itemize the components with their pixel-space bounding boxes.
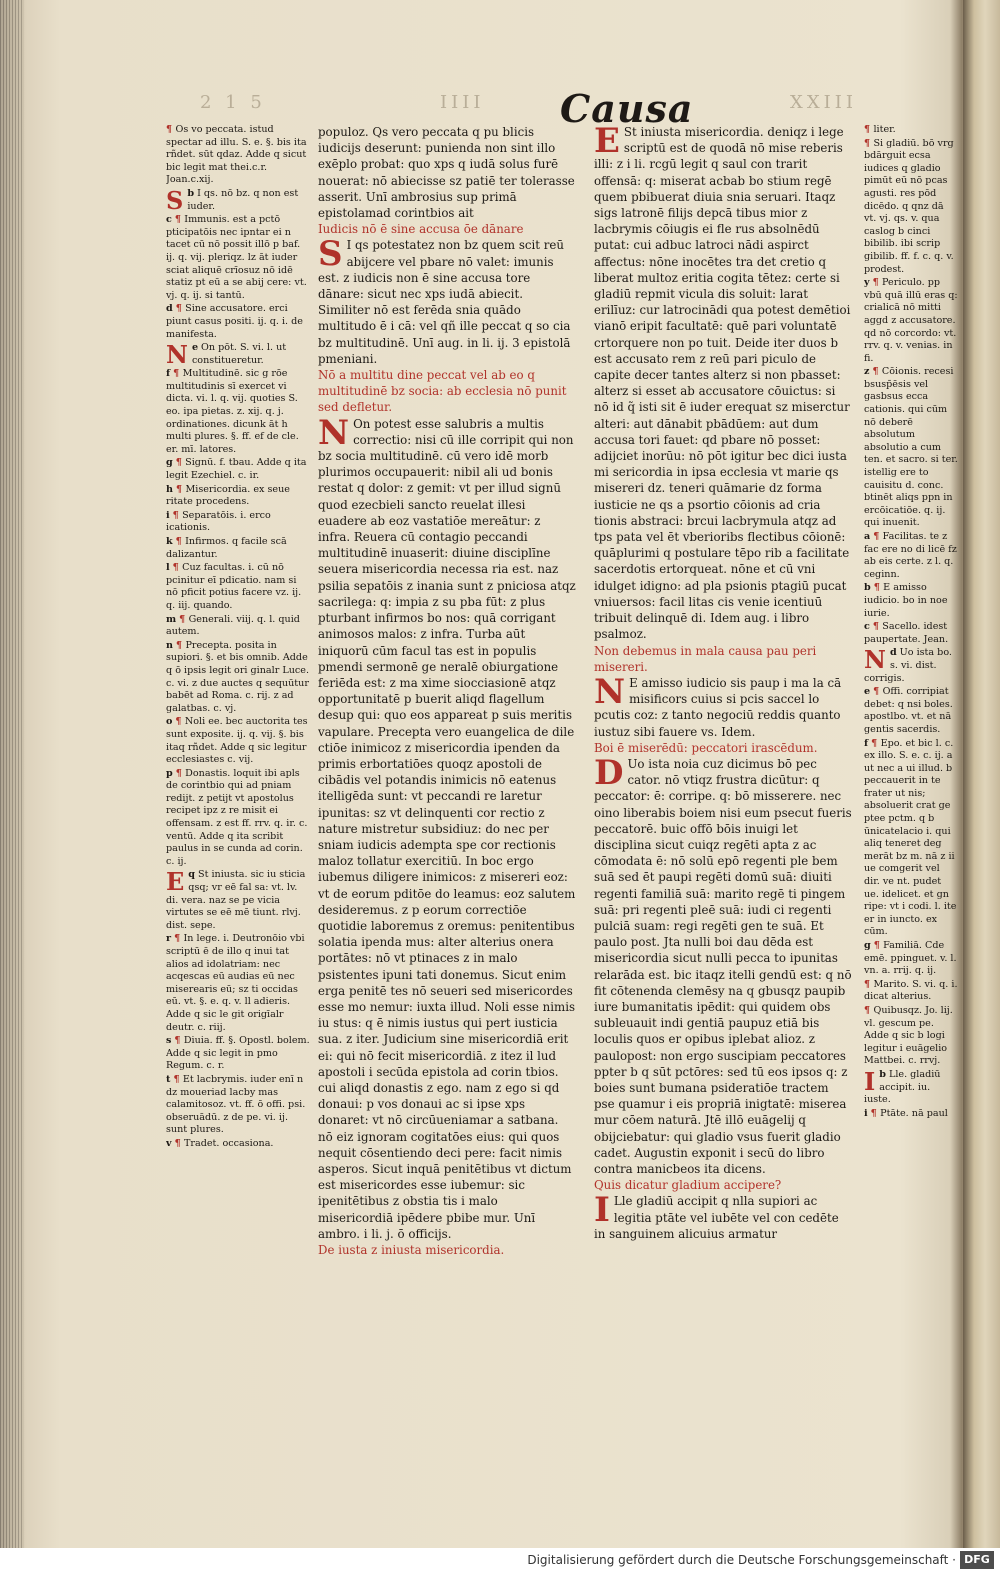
gloss-text: Precepta. posita in supiori. §. et bis omnib. Adde q ō ipsis legit ori ginalr Luce. c. vi. z due auctes q sequūtur babēt ad Roma. c. rij. z ad galatbas. c. vj. bbox=[166, 639, 309, 714]
gloss-letter: b bbox=[187, 187, 195, 199]
gloss-entry bbox=[166, 214, 310, 302]
paragraph-text: On potest esse salubris a multis correctio: nisi cū ille corripit qui non bz socia multitudinē. cū vero idē morb plurimos occupauerit: nibil ali ud bonis restat q dolor: z gemit: vt per illud signū quod ezecbieli sancto reuelat illesi euadere ab eoz vastatiōe mereātur: z infra. Reuera cū contagio peccandi multitudinē inuaserit: diuine disciplīne seuera misericordia necessa ria est. naz psilia sepatōis z inania sunt z pniciosa atqz sacrilega: q: impia z su pba fūt: z plus pturbant infirmos bo nos: quā corrigant animosos malos: z infra. Turba aūt iniquorū cūm facul tas est in populis pmendi sermonē ge neralē obiurgatione feriēda est: z ma xime siocciasionē atqz opportunitatē p buerit aliqd flagellum desup qui: quo eos appareat p suis meritis vapulare. Precepta vero euangelica de dile ctiōe inimicoz z misericordia ipenden da primis erbortatiōes quoqz apostoli de cibādis vel potandis inimicis nō eatenus itelligēda sunt: vt peccandi re laretur ipunitas: sz vt delinquenti cor rectio z nature mistretur subsidiuz: do nec per sniam iudicis adempta spe cor rectionis maloz tollatur exercitiū. In boc ergo iubemus diligere inimicos: z misereri eoz: vt de eorum pditōe do leamus: eoz salutem desideremus. z p eorum correctiōe quotidie laboremus z oremus: penitentibus solatia ipenda mus: alter alterius onera portātes: nō vt ptinaces z in malo psistentes ipuni tati donemus. Sicut enim erga penitē tes nō seueri sed misericordes esse mo nemur: iuxta illud. Noli esse nimis iu stus: q ē nimis iustus qui pert iusticia sua. z iter. Judicium sine misericordiā erit ei: qui nō fecit misericordiā. z itez il lud apostoli i secūda epistola ad corin tbios. cui aliqd donastis z ego. nam z ego si qd donaui: p vos donaui ac si ipse xps donaret: vt nō circūueniamar a satbana. nō eiz ignoram cogitatōes eius: qui quos nequit cōsentiendo deci pere: facit nimis asperos. Sicut inquā penitētibus vt dictum est misericordes esse iubemur: sic ipenitētibus z obstia tis i malo misericordiā ipēdere pbibe mur. Unī ambro. i li. j. ō officijs. bbox=[318, 416, 576, 1241]
paragraph-text: Lle gladiū accipit q nlla supiori ac legitia ptāte vel iubēte vel con cedēte in sanguinem alicuius armatur bbox=[594, 1194, 839, 1241]
paragraph-mark-icon: ¶ bbox=[871, 737, 881, 749]
gloss-letter: i bbox=[166, 509, 170, 521]
paragraph-mark-icon: ¶ bbox=[864, 137, 874, 149]
gloss-letter: z bbox=[864, 366, 870, 378]
paragraph-mark-icon: ¶ bbox=[174, 933, 184, 945]
dfg-logo: DFG bbox=[960, 1551, 994, 1569]
gloss-text: Familiā. Cde emē. ppinguet. v. l. vn. a. rrij. q. ij. bbox=[864, 940, 957, 977]
gloss-text: Immunis. est a pctō pticipatōis nec ipntar ei n tacet cū nō possit illō p baf. ij. q. vij. pleriqz. lz āt iuder sciat aliquē crīosuz nō idē statiz pt eū a se abij cere: vt. vj. q. ij. si tantū. bbox=[166, 214, 307, 301]
gloss-text: I qs. nō bz. q non est iuder. bbox=[187, 187, 299, 212]
gloss-letter: m bbox=[166, 613, 177, 625]
gloss-text: Separatōis. i. erco icationis. bbox=[166, 509, 271, 534]
bleed-through-folio-right: XXIII bbox=[790, 92, 857, 113]
gloss-letter: v bbox=[166, 1137, 172, 1149]
gloss-letter: f bbox=[166, 368, 171, 380]
gloss-entry bbox=[166, 536, 310, 561]
gloss-letter: p bbox=[166, 767, 173, 779]
paragraph-mark-icon: ¶ bbox=[174, 1137, 185, 1149]
rubric-heading: Boi ē miserēdū: peccatori irascēdum. bbox=[594, 740, 818, 755]
text-paragraph bbox=[594, 752, 852, 1177]
gloss-text: Sine accusatore. erci piunt casus positi. ij. q. i. de manifesta. bbox=[166, 303, 303, 340]
paragraph-mark-icon: ¶ bbox=[173, 368, 183, 380]
paragraph-text: St iniusta misericordia. deniqz i lege scriptū est de quodā nō mise reberis illi: z i li. rcgū legit q saul con trarit offensā: q: miserat acbab bo stium regē quem pbibuerat diuia snia seruari. Itaqz sigs latronē filijs depcā tibus mior z lacbrymis cōiugis ei fle rus absolnēdū putat: cui adbuc latroci nādi aspirct affectus: nōne inocētes tra det cretio q liberat multoz eritia cogita tētez: certe si gladiū repmit vicula dis soluit: larat erilīuz: cur latrocinādi qua potest demētioi vianō eripit facultatē: quē pari voluntatē crtorquere non po tuit. Deide iter duos b est accusato rem z reū pari piculo de capite decer tantes alterz si non pbasset: alterz si esset ab accusatore cōuictus: si nō id q̃ isti sit ē iuder erequat sz miserctur alteri: aut dānabit pbādūem: aut dum accusa tori fauet: qd pbare nō posset: adijciet inorūu: nō pōt igitur bec dici iusta mi sericordia in ipsa ecclesia vt marie qs misereri dz. teneri quāmarie dz forma iusticie ne qs a psortio cōionis ad cria tionis abstraci: brcui lacbrymula atqz ad tps pata vel ēt vberioribs flectibus cōionē: quāplurimi q postulare tēpo rib a facilitate sacerdotis ertorqueat. nōne et cū vni idulget idigno: ad pla psionis ptagiū pucat vniuersos: facil litas cis venie icentiuū tribuit delinquē di. Idem aug. i libro psalmoz. bbox=[594, 125, 851, 642]
text-paragraph bbox=[318, 124, 576, 221]
gloss-text: Diuia. ff. §. Opostl. bolem. Adde q sic legit in pmo Regum. c. r. bbox=[166, 1035, 310, 1072]
gloss-letter: h bbox=[166, 483, 173, 495]
red-initial: S bbox=[318, 234, 343, 275]
right-gloss-column bbox=[864, 124, 958, 1320]
gloss-text: Marito. S. vi. q. i. dicat alterius. bbox=[864, 978, 958, 1003]
paragraph-mark-icon: ¶ bbox=[873, 940, 884, 951]
gloss-text: Lle. gladiū accipit. iu. iuste. bbox=[864, 1068, 941, 1106]
gloss-text: Misericordia. ex seue ritate procedens. bbox=[166, 483, 290, 508]
gloss-text: Si gladiū. bō vrg bdārguit ecsa iudices q gladio pimūt eū nō pcas agusti. res pōd dicēdo. q qnz dā vt. vj. qs. v. qua caslog b cinci bibilib. ibi scrip gibilib. ff. f. c. q. v. prodest. bbox=[864, 137, 954, 275]
gloss-entry bbox=[864, 1066, 958, 1107]
text-paragraph bbox=[318, 234, 576, 367]
gloss-entry bbox=[166, 185, 310, 215]
paragraph-mark-icon: ¶ bbox=[172, 509, 183, 521]
gloss-text: Quibusqz. Jo. lij. vl. gescum pe. Adde q sic b logi legitur i euāgelio Mattbei. c. rrvj. bbox=[864, 1004, 953, 1067]
gloss-letter: d bbox=[889, 647, 897, 659]
gloss-text: E amisso iudicio. bo in noe iurie. bbox=[864, 582, 948, 619]
gloss-letter: t bbox=[166, 1073, 171, 1085]
gloss-entry bbox=[166, 768, 310, 869]
paragraph-mark-icon: ¶ bbox=[179, 613, 189, 625]
red-initial: S bbox=[166, 185, 184, 215]
paragraph-mark-icon: ¶ bbox=[175, 716, 185, 728]
bleed-through-folio-mid: IIII bbox=[440, 92, 485, 113]
gloss-text: Offi. corripiat debet: q nsi boles. apostlbo. vt. et nā gentis sacerdis. bbox=[864, 686, 953, 735]
paragraph-text: E amisso iudicio sis paup i ma la cā misificors cuius si pcis saccel lo pcutis coz: z tanto negociū reddis quanto iustuz sibi fauere vs. Idem. bbox=[594, 675, 842, 739]
rubric-heading: Quis dicatur gladium accipere? bbox=[594, 1178, 782, 1193]
rubric-heading: Non debemus in mala causa pau peri misereri. bbox=[594, 643, 817, 674]
paragraph-mark-icon: ¶ bbox=[872, 621, 883, 633]
funding-notice: Digitalisierung gefördert durch die Deutsche Forschungsgemeinschaft · bbox=[527, 1553, 956, 1567]
rubric-heading: De iusta z iniusta misericordia. bbox=[318, 1243, 505, 1258]
gloss-entry bbox=[166, 1138, 310, 1151]
paragraph-mark-icon: ¶ bbox=[864, 978, 874, 990]
gloss-entry bbox=[166, 716, 310, 766]
gloss-text: Cuz facultas. i. cū nō pcinitur eī pdicatio. nam si nō pficit potius facere vz. ij. q. iij. quando. bbox=[166, 562, 302, 611]
gloss-text: Donastis. loquit ibi apls de corintbio qui ad pniam redijt. z petijt vt apostolus recipet ipz z re misit ei offensam. z est ff. rrv. q. ir. c. ventū. Adde q ita scribit paulus in se cunda ad corin. c. ij. bbox=[166, 767, 308, 867]
paragraph-mark-icon: ¶ bbox=[175, 457, 186, 469]
gloss-text: Sacello. idest paupertate. Jean. bbox=[864, 621, 949, 645]
gloss-text: Os vo peccata. istud spectar ad illu. S. e. §. bis ita rñdet. sūt qdaz. Adde q sicut bic legit mat thei.c.r. Joan.c.xij. bbox=[166, 124, 307, 186]
paragraph-mark-icon: ¶ bbox=[175, 483, 186, 495]
red-initial: E bbox=[594, 124, 620, 161]
paragraph-mark-icon: ¶ bbox=[175, 767, 186, 779]
red-initial: N bbox=[864, 645, 886, 675]
paragraph-mark-icon: ¶ bbox=[172, 562, 183, 574]
gloss-letter: e bbox=[191, 342, 199, 354]
gloss-letter: q bbox=[188, 869, 196, 881]
gloss-letter: s bbox=[166, 1035, 172, 1047]
red-initial: N bbox=[594, 671, 626, 712]
gloss-entry bbox=[166, 340, 310, 370]
paragraph-mark-icon: ¶ bbox=[173, 1073, 183, 1085]
paragraph-mark-icon: ¶ bbox=[864, 1004, 874, 1016]
paragraph-text: Uo ista noia cuz dicimus bō pec cator. nō vtiqz frustra dicūtur: q peccator: ē: corripe. q: bō misserere. nec oino liberabis boiem nisi eum psecut fueris peccatorē. buic offō bōis inuigi let disciplina sicut cuiqz regēti apta z ac cōmodata ē: nō solū epō regenti ple bem suā sed ēt paupi regēti domū suā: diuiti regenti familiā suā: marito regē ti pingem suā: pri regenti pleē suā: iudi ci regenti pulciā suam: regi regēti gen te suā. Et paulo post. Jta nulli boi dau dēda est misericordia sicut nulli pecca to ipunitas relarāda est. bic itaqz itelli gendū est: q nō fit cōtenenda clemēsy na q gbusqz paupib iure bumanitatis ipēdit: qui quidem obs subleuauit indi gentiā paupuz etiā bis loculis quos er opibus iplebat alioz. z paulopost: non ergo suscipiam peccatores ppter b q sūt pctōres: sed tū eos ipsos q: z boies sunt bumana psideratiōe tractem pse quamur i eis propriā inigtatē: miserea mur cōem naturā. Jtē illō euāgelij q obijciebatur: qui gladio vsus fuerit gladio cadet. Augustin exponit i secū do libro contra manicbeos ita dicens. bbox=[594, 756, 852, 1176]
gloss-entry bbox=[864, 621, 958, 646]
gloss-letter: i bbox=[864, 1107, 868, 1119]
facing-page-edge bbox=[963, 0, 1000, 1548]
gloss-letter: e bbox=[864, 686, 871, 698]
gloss-entry bbox=[864, 686, 958, 736]
red-initial: D bbox=[594, 752, 624, 793]
gloss-letter: b bbox=[864, 582, 871, 594]
paragraph-mark-icon: ¶ bbox=[872, 277, 883, 289]
gloss-entry bbox=[864, 738, 958, 940]
gloss-letter: r bbox=[166, 933, 172, 945]
gloss-letter: a bbox=[864, 531, 871, 542]
gloss-letter: b bbox=[879, 1068, 886, 1080]
gloss-entry bbox=[166, 1035, 310, 1073]
gloss-text: Tradet. occasiona. bbox=[184, 1137, 274, 1149]
gloss-text: On pōt. S. vi. l. ut constitueretur. bbox=[191, 342, 287, 366]
main-text-column-left bbox=[318, 124, 576, 1320]
paragraph-mark-icon: ¶ bbox=[174, 1035, 184, 1047]
gloss-entry bbox=[864, 531, 958, 581]
paragraph-mark-icon: ¶ bbox=[174, 214, 185, 226]
gloss-entry bbox=[166, 869, 310, 932]
gloss-letter: g bbox=[166, 457, 173, 469]
gloss-entry bbox=[166, 124, 310, 187]
paragraph-mark-icon: ¶ bbox=[873, 582, 884, 594]
gloss-entry bbox=[166, 510, 310, 535]
gloss-text: Signū. f. tbau. Adde q ita legit Ezechiel. c. ir. bbox=[166, 457, 307, 482]
gloss-entry bbox=[864, 979, 958, 1004]
red-initial: E bbox=[166, 867, 185, 897]
paragraph-mark-icon: ¶ bbox=[873, 686, 883, 698]
gloss-entry bbox=[864, 647, 958, 685]
gloss-letter: y bbox=[864, 277, 870, 289]
gloss-text: Multitudinē. sic g rōe multitudinis sī exercet vi dicta. vi. l. q. vij. quoties S. eo. ipa pietas. z. xij. q. j. ordinationes. dicunk āt h multi plures. §. ff. ef de cle. er. mī. latores. bbox=[166, 368, 299, 455]
gloss-entry bbox=[166, 562, 310, 612]
gloss-entry bbox=[166, 640, 310, 716]
gloss-letter: l bbox=[166, 562, 170, 574]
gloss-entry bbox=[864, 277, 958, 365]
gloss-entry bbox=[166, 614, 310, 639]
gloss-text: Cōionis. recesi bsusp̄ēsis vel gasbsus ecca cationis. qui cūm nō deberē absolutum absolutio a cum ten. et sacro. si ter. istellig ere to cauisitu d. conc. btinēt aliqs ppn in ercōicatiōe. q. ij. qui inuenit. bbox=[864, 366, 958, 529]
paragraph-mark-icon: ¶ bbox=[864, 124, 874, 135]
text-paragraph bbox=[594, 671, 852, 740]
left-gloss-column bbox=[166, 124, 310, 1320]
paragraph-mark-icon: ¶ bbox=[175, 536, 186, 547]
gloss-letter: o bbox=[166, 716, 173, 728]
gloss-letter: d bbox=[166, 303, 173, 315]
paragraph-mark-icon: ¶ bbox=[175, 639, 186, 651]
rubric-heading: Iudicis nō ē sine accusa ōe dānare bbox=[318, 222, 524, 237]
rubric-heading: Nō a multitu dine peccat vel ab eo q multitudinē bz socia: ab ecclesia nō punit sed defletur. bbox=[318, 368, 567, 415]
gloss-letter: f bbox=[864, 737, 869, 749]
paragraph-text: populoz. Qs vero peccata q pu blicis iudicijs deserunt: punienda non sint illo exēplo probat: quo xps q iudā solus furē nouerat: nō abiecisse sz patiē ter tolerasse asserit. Unī ambrosius sup primā epistolamad corintbios ait bbox=[318, 125, 575, 221]
gloss-entry bbox=[864, 1108, 958, 1121]
gloss-text: Infirmos. q facile scā dalizantur. bbox=[166, 536, 287, 560]
red-initial: I bbox=[864, 1066, 876, 1096]
gloss-text: Periculo. pp vbū quā illū eras q: crialicā nō mitti aggd z accusatore. qd nō corcordo: vt. rrv. q. v. venias. in fi. bbox=[864, 277, 958, 364]
page-edge-left bbox=[0, 0, 24, 1548]
main-text-column-right bbox=[594, 124, 852, 1320]
gloss-text: Ptāte. nā paul bbox=[880, 1107, 948, 1119]
gloss-letter: k bbox=[166, 536, 173, 547]
gloss-letter: c bbox=[166, 214, 172, 226]
paragraph-mark-icon: ¶ bbox=[166, 124, 176, 135]
text-paragraph bbox=[594, 124, 852, 643]
gloss-entry bbox=[864, 138, 958, 277]
gloss-entry bbox=[864, 582, 958, 620]
gloss-letter: c bbox=[864, 621, 870, 633]
gloss-text: Epo. et bic l. c. ex illo. S. e. c. ij. a ut nec a ui illud. b peccauerit in te frater ut nis; absoluerit crat ge ptee pctm. q b ūnicatelacio i. qui aliq teneret deg merāt bz m. nā z ii ue comgerit vel dir. ve nt. pudet ue. idelicet. et gn ripe: vt i codi. l. ite er in iuncto. ex cūm. bbox=[864, 737, 957, 938]
gloss-entry bbox=[166, 484, 310, 509]
paragraph-mark-icon: ¶ bbox=[873, 531, 883, 542]
running-head: Causa bbox=[560, 86, 694, 131]
gloss-entry bbox=[166, 457, 310, 482]
text-paragraph bbox=[594, 1190, 852, 1242]
gloss-letter: n bbox=[166, 639, 173, 651]
red-initial: N bbox=[166, 340, 188, 370]
gloss-letter: g bbox=[864, 940, 871, 951]
paragraph-mark-icon: ¶ bbox=[872, 366, 882, 378]
gloss-entry bbox=[864, 1005, 958, 1068]
gloss-text: Et lacbrymis. iuder enī n dz moueriad lacby mas calamitosoz. vt. ff. ō offi. psi. obseruādū. z de pe. vi. ij. sunt plures. bbox=[166, 1073, 306, 1136]
gloss-text: In lege. i. Deutronōio vbi scriptū ē de illo q inui tat alios ad idolatriam: nec acqescas eū audias eū nec miserearis eū; sz ti occidas eū. vt. §. e. q. v. ll adieris. Adde q sic le git origīalr deutr. c. riij. bbox=[166, 933, 305, 1033]
red-initial: I bbox=[594, 1190, 610, 1231]
gloss-text: St iniusta. sic iu sticia qsq; vr eē fal sa: vt. lv. di. vera. naz se pe vicia virtutes se eē mē tiunt. rlvj. dist. sepe. bbox=[166, 869, 306, 931]
bleed-through-folio-left: 2 1 5 bbox=[200, 92, 266, 113]
gloss-text: Noli ee. bec auctorita tes sunt exposite. ij. q. vij. §. bis itaq rñdet. Adde q sic legitur ecclesiastes c. vij. bbox=[166, 716, 308, 766]
paragraph-mark-icon: ¶ bbox=[870, 1107, 881, 1119]
gloss-text: Uo ista bo. s. vi. dist. corrigis. bbox=[864, 647, 952, 684]
text-paragraph bbox=[318, 412, 576, 1242]
gloss-entry bbox=[864, 366, 958, 530]
gloss-text: liter. bbox=[873, 124, 896, 135]
red-initial: N bbox=[318, 412, 350, 453]
gloss-entry bbox=[864, 124, 958, 137]
gloss-entry bbox=[864, 940, 958, 978]
paragraph-text: I qs potestatez non bz quem scit reū abijcere vel pbare nō valet: imunis est. z iudicis non ē sine accusa tore dānare: sicut nec xps iudā abiecit. Similiter nō est ferēda snia quādo multitudo ē i cā: vel qñ ille peccat q so cia bz multitudinē. Unī aug. in li. ij. 3 epistolā pmeniani. bbox=[318, 238, 571, 366]
gloss-text: Generali. viij. q. l. quid autem. bbox=[166, 613, 300, 638]
gloss-entry bbox=[166, 933, 310, 1034]
gloss-entry bbox=[166, 1074, 310, 1137]
paragraph-mark-icon: ¶ bbox=[175, 303, 186, 315]
gloss-entry bbox=[166, 303, 310, 341]
gloss-entry bbox=[166, 368, 310, 456]
gloss-text: Facilitas. te z fac ere no di licē fz ab eis certe. z l. q. ceginn. bbox=[864, 531, 957, 580]
